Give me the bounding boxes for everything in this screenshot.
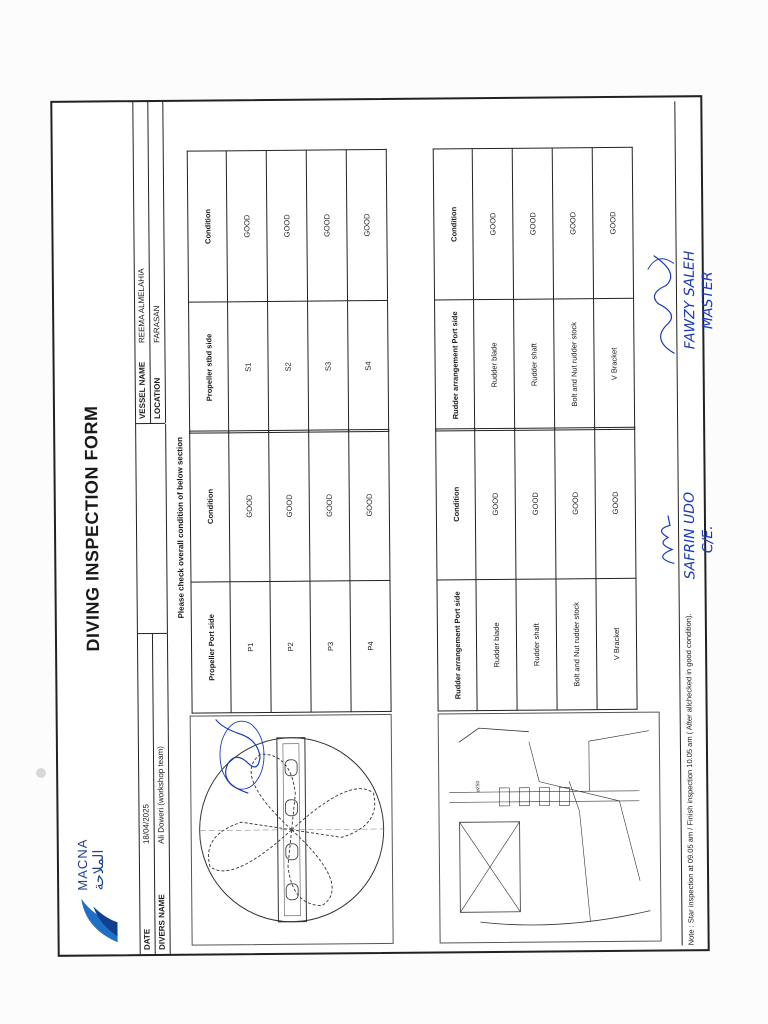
table-row <box>306 150 348 432</box>
table-row <box>269 430 311 712</box>
safrin-name: SAFRIN UDO <box>681 491 699 580</box>
location-label: LOCATION <box>152 377 163 419</box>
condition-cell: GOOD <box>306 150 347 301</box>
item-cell: S1 <box>228 301 269 432</box>
item-cell: Rudder shaft <box>516 579 557 710</box>
header-rule <box>165 424 168 634</box>
rudder-port-header: Rudder arrangement Port side <box>437 580 477 711</box>
vessel-label: VESSEL NAME <box>137 361 148 420</box>
item-cell: P3 <box>310 581 351 712</box>
item-cell: V Bracket <box>594 298 635 429</box>
table-row <box>346 149 388 431</box>
propeller-port-header: Propeller Port side <box>191 582 231 713</box>
brand-name-ar: الملاحة <box>90 849 108 891</box>
condition-header: Condition <box>436 429 476 580</box>
vessel-value: REEMA ALMELAHIA <box>136 268 147 344</box>
rudder-drawing <box>438 712 662 944</box>
diver-info <box>137 633 170 954</box>
condition-header: Condition <box>187 151 227 302</box>
condition-header: Condition <box>433 149 473 300</box>
form-title: DIVING INSPECTION FORM <box>80 405 104 652</box>
item-cell: P2 <box>270 581 311 712</box>
table-row <box>595 427 637 709</box>
date-value: 18/04/2025 <box>141 803 151 845</box>
location-row <box>147 101 166 423</box>
fawzy-name: FAWZY SALEH <box>681 250 699 350</box>
condition-cell: GOOD <box>309 430 350 581</box>
rudder-port-table <box>435 427 637 712</box>
condition-cell: GOOD <box>266 150 307 301</box>
propeller-stbd-header: Propeller stbd side <box>189 302 229 433</box>
item-cell: Rudder blade <box>474 299 515 430</box>
table-row <box>552 148 594 430</box>
item-cell: Rudder shaft <box>514 299 555 430</box>
item-cell: V Bracket <box>596 578 637 709</box>
safrin-signature <box>648 509 683 569</box>
drawing-dimension: ø250 <box>475 780 482 793</box>
safrin-title: C/E. <box>700 525 717 554</box>
table-row <box>515 428 557 710</box>
divers-label: DIVERS NAME <box>157 894 167 950</box>
condition-cell: GOOD <box>512 148 553 299</box>
table-row <box>472 148 514 430</box>
table-row <box>309 430 351 712</box>
vessel-info <box>132 101 165 424</box>
diver-signature <box>208 713 279 804</box>
location-value: FARASAN <box>152 305 162 343</box>
table-row <box>475 428 517 710</box>
item-cell: S4 <box>348 300 389 431</box>
condition-cell: GOOD <box>475 428 516 579</box>
condition-cell: GOOD <box>229 430 270 581</box>
instruction-text: Please check overall condition of below section <box>175 437 186 619</box>
condition-cell: GOOD <box>555 428 596 579</box>
item-cell: S3 <box>308 301 349 432</box>
item-cell: Rudder blade <box>476 579 517 710</box>
fawzy-signature <box>644 249 685 359</box>
brand-name-en: MACNA <box>74 838 91 891</box>
item-cell: Bolt and Nut rudder stock <box>556 579 597 710</box>
inspection-note: Note : Star inspection at 09.05 am / Finish inspection 10.05 am ( After allchecked in good condition). <box>674 101 695 945</box>
condition-cell: GOOD <box>226 150 267 301</box>
table-row <box>349 429 391 711</box>
rudder-stbd-table <box>433 147 635 432</box>
fawzy-title: MASTER <box>699 271 717 330</box>
item-cell: P4 <box>350 580 391 711</box>
divers-value: Ali Doweri (workshop team) <box>155 746 166 844</box>
condition-header: Condition <box>190 431 230 582</box>
condition-cell: GOOD <box>592 147 633 298</box>
propeller-port-table <box>189 429 391 714</box>
item-cell: S2 <box>268 301 309 432</box>
item-cell: P1 <box>230 581 271 712</box>
table-row <box>266 150 308 432</box>
rudder-diagram <box>439 713 661 943</box>
condition-cell: GOOD <box>346 149 387 300</box>
inspection-form <box>50 95 717 957</box>
condition-cell: GOOD <box>595 427 636 578</box>
condition-cell: GOOD <box>349 429 390 580</box>
table-row <box>229 430 271 712</box>
condition-cell: GOOD <box>472 148 513 299</box>
scan-speck <box>36 768 46 778</box>
propeller-stbd-table <box>187 149 389 434</box>
table-row <box>555 428 597 710</box>
form-header <box>52 102 140 955</box>
condition-cell: GOOD <box>552 148 593 299</box>
condition-cell: GOOD <box>269 430 310 581</box>
table-row <box>512 148 554 430</box>
table-row <box>592 147 634 429</box>
rudder-stbd-header: Rudder arrangement Port side <box>435 300 475 431</box>
condition-cell: GOOD <box>515 428 556 579</box>
item-cell: Bolt and Nut rudder stock <box>554 299 595 430</box>
divers-row <box>152 634 171 954</box>
date-label: DATE <box>142 928 152 951</box>
table-row <box>226 150 268 432</box>
